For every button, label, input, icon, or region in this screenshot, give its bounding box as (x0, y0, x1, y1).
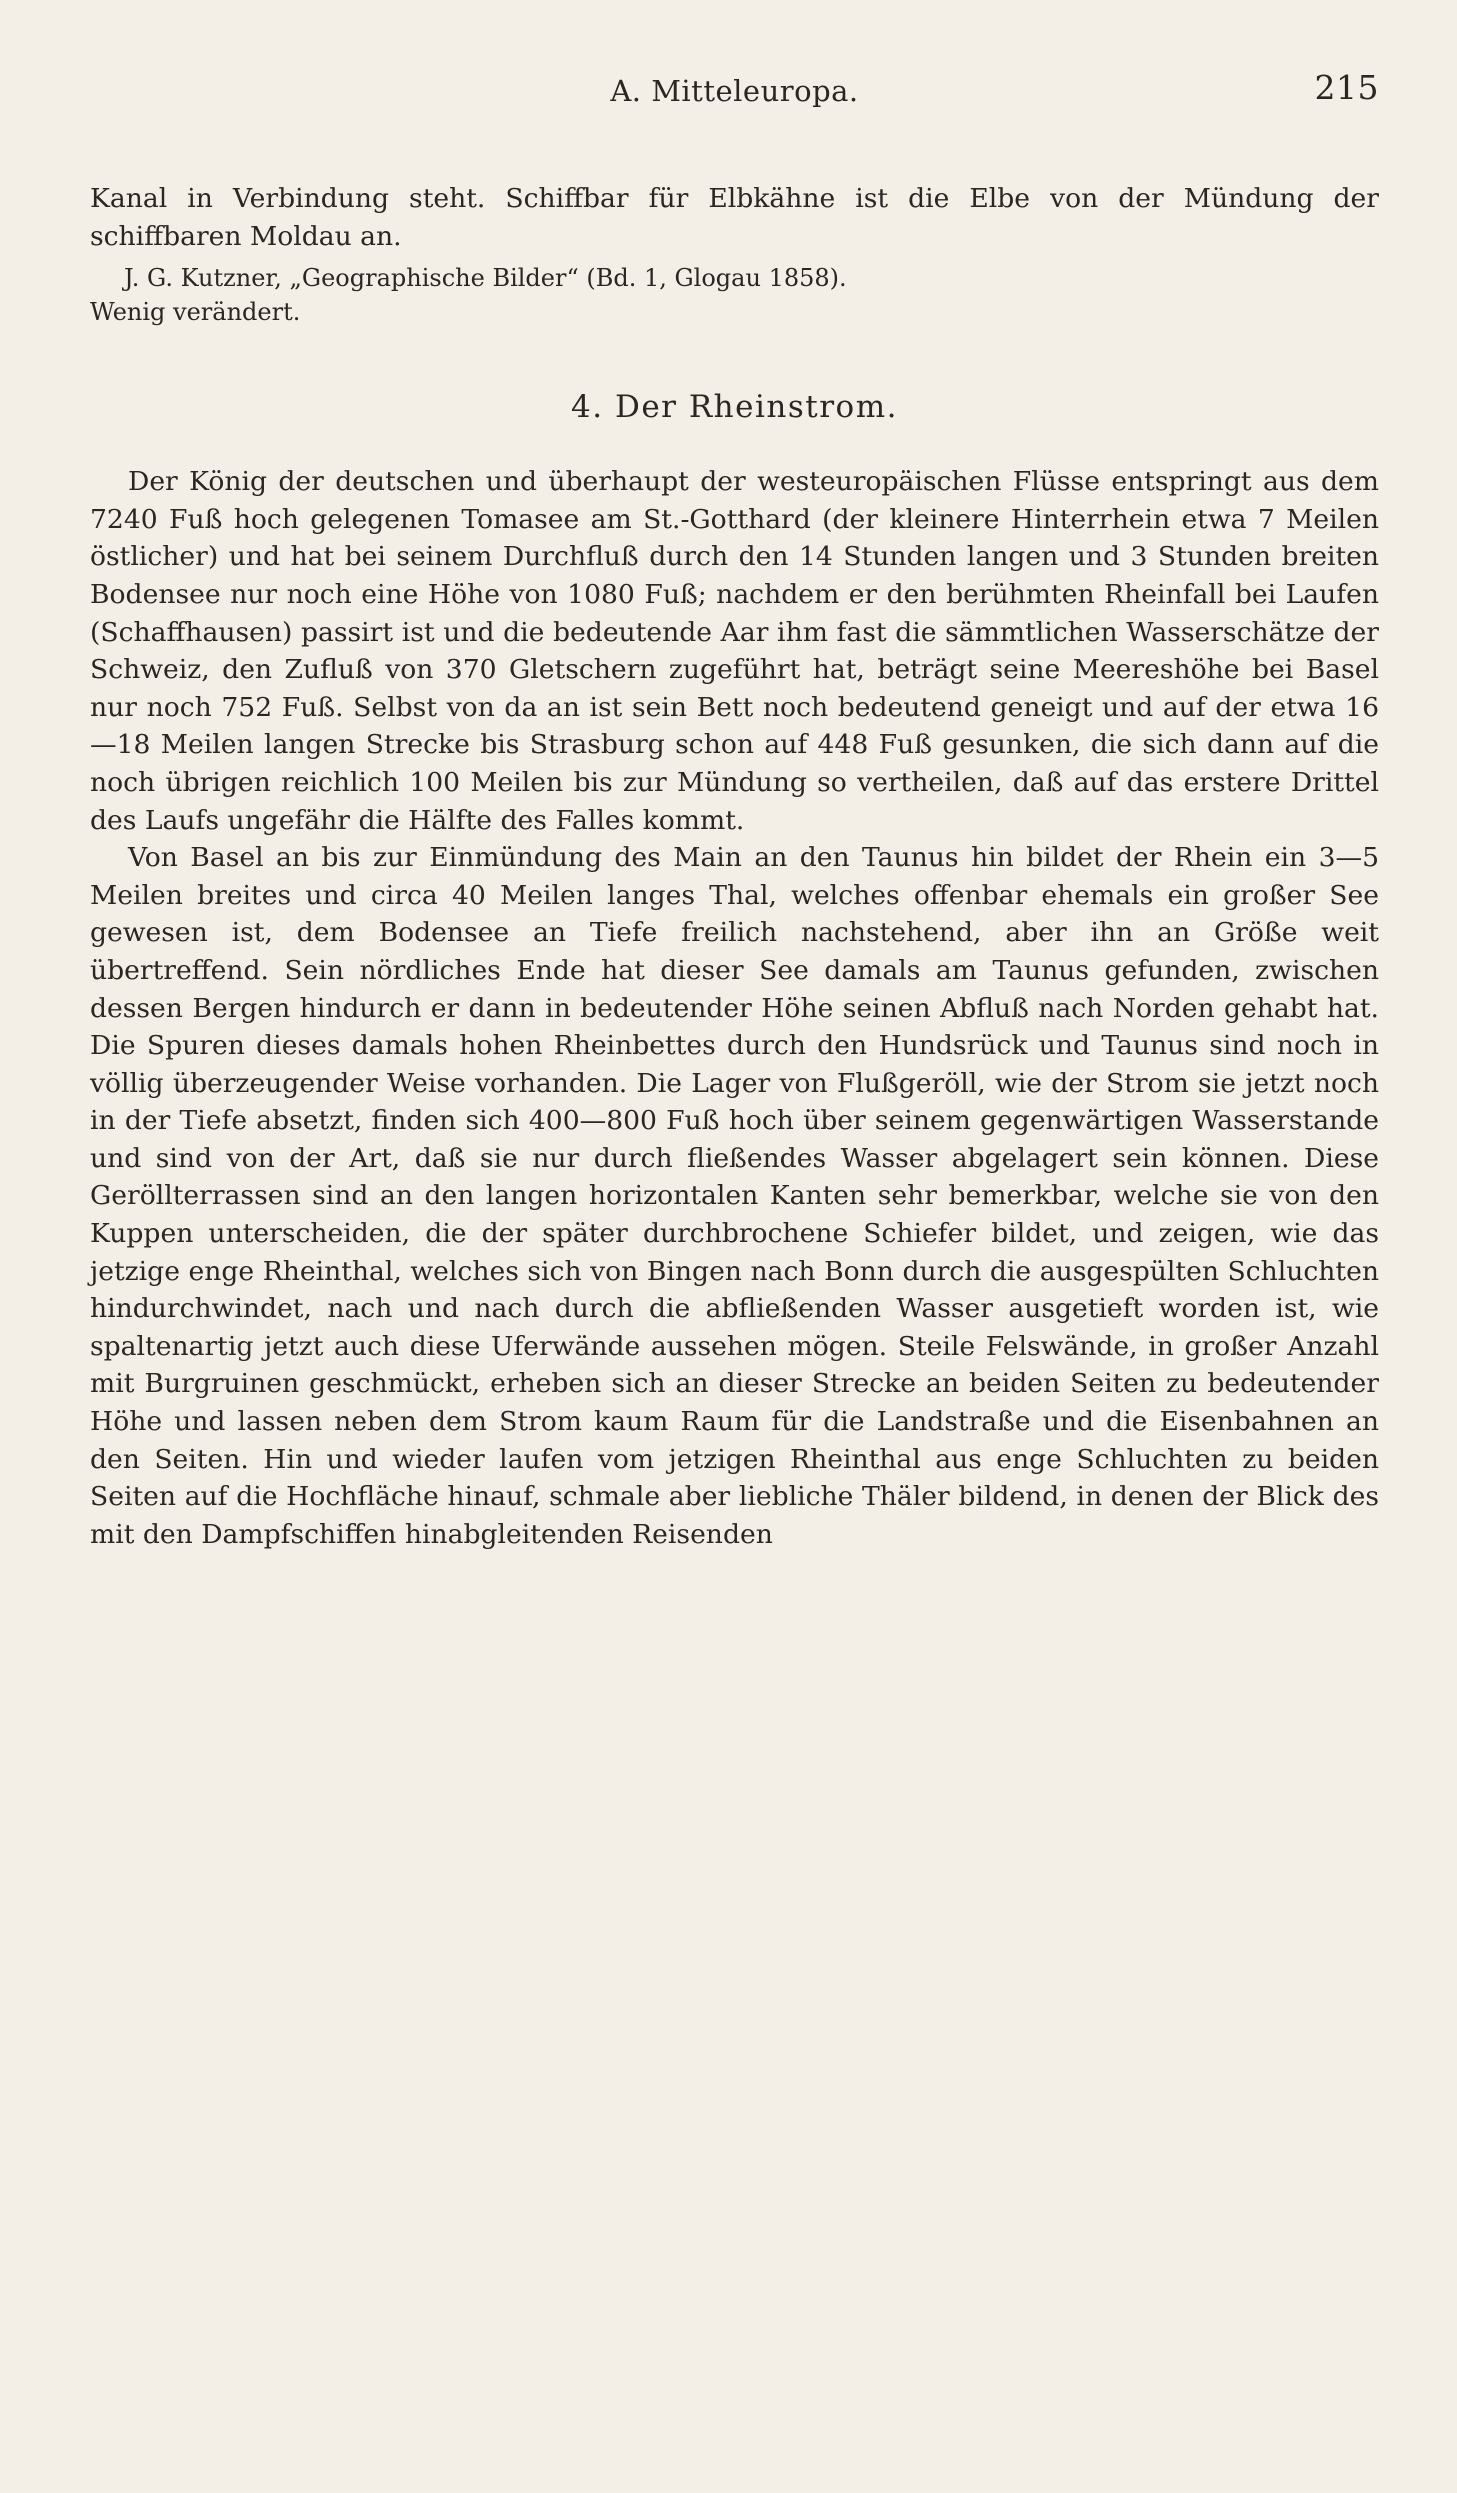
intro-paragraph: Kanal in Verbindung steht. Schiffbar für Elbkähne ist die Elbe von der Mündung der schiffbaren Moldau an. (90, 183, 1379, 252)
running-header (90, 58, 1379, 118)
article-body (90, 463, 1379, 1553)
body-paragraph-1: Der König der deutschen und überhaupt der westeuropäischen Flüsse entspringt aus dem 7240 Fuß hoch gelegenen Tomasee am St.-Gotthard (der kleinere Hinterrhein etwa 7 Meilen östlicher) und hat bei seinem Durchfluß durch den 14 Stunden langen und 3 Stunden breiten Bodensee nur noch eine Höhe von 1080 Fuß; nachdem er den berühmten Rheinfall bei Laufen (Schaffhausen) passirt ist und die bedeutende Aar ihm fast die sämmtlichen Wasserschätze der Schweiz, den Zufluß von 370 Gletschern zugeführt hat, beträgt seine Meereshöhe bei Basel nur noch 752 Fuß. Selbst von da an ist sein Bett noch bedeutend geneigt und auf der etwa 16—18 Meilen langen Strecke bis Strasburg schon auf 448 Fuß gesunken, die sich dann auf die noch übrigen reichlich 100 Meilen bis zur Mündung so vertheilen, daß auf das erstere Drittel des Laufs ungefähr die Hälfte des Falles kommt. (90, 466, 1379, 836)
citation-note: Wenig verändert. (90, 298, 301, 327)
running-title: A. Mitteleuropa. (610, 74, 859, 108)
citation: J. G. Kutzner, „Geographische Bilder“ (Bd. 1, Glogau 1858). (124, 264, 847, 293)
literature-reference (90, 261, 1379, 329)
page-number: 215 (1314, 68, 1379, 107)
section-heading: 4. Der Rheinstrom. (571, 389, 898, 426)
intro-continuation (90, 180, 1379, 255)
body-paragraph-2: Von Basel an bis zur Einmündung des Main an den Taunus hin bildet der Rhein ein 3—5 Meilen breites und circa 40 Meilen langes Thal, welches offenbar ehemals ein großer See gewesen ist, dem Bodensee an Tiefe freilich nachstehend, aber ihn an Größe weit übertreffend. Sein nördliches Ende hat dieser See damals am Taunus gefunden, zwischen dessen Bergen hindurch er dann in bedeutender Höhe seinen Abfluß nach Norden gehabt hat. Die Spuren dieses damals hohen Rheinbettes durch den Hundsrück und Taunus sind noch in völlig überzeugender Weise vorhanden. Die Lager von Flußgeröll, wie der Strom sie jetzt noch in der Tiefe absetzt, finden sich 400—800 Fuß hoch über seinem gegenwärtigen Wasserstande und sind von der Art, daß sie nur durch fließendes Wasser abgelagert sein können. Diese Geröllterrassen sind an den langen horizontalen Kanten sehr bemerkbar, welche sie von den Kuppen unterscheiden, die der später durchbrochene Schiefer bildet, und zeigen, wie das jetzige enge Rheinthal, welches sich von Bingen nach Bonn durch die ausgespülten Schluchten hindurchwindet, nach und nach durch die abfließenden Wasser ausgetieft worden ist, wie spaltenartig jetzt auch diese Uferwände aussehen mögen. Steile Felswände, in großer Anzahl mit Burgruinen geschmückt, erheben sich an dieser Strecke an beiden Seiten zu bedeutender Höhe und lassen neben dem Strom kaum Raum für die Landstraße und die Eisenbahnen an den Seiten. Hin und wieder laufen vom jetzigen Rheinthal aus enge Schluchten zu beiden Seiten auf die Hochfläche hinauf, schmale aber liebliche Thäler bildend, in denen der Blick des mit den Dampfschiffen hinabgleitenden Reisenden (90, 842, 1379, 1550)
